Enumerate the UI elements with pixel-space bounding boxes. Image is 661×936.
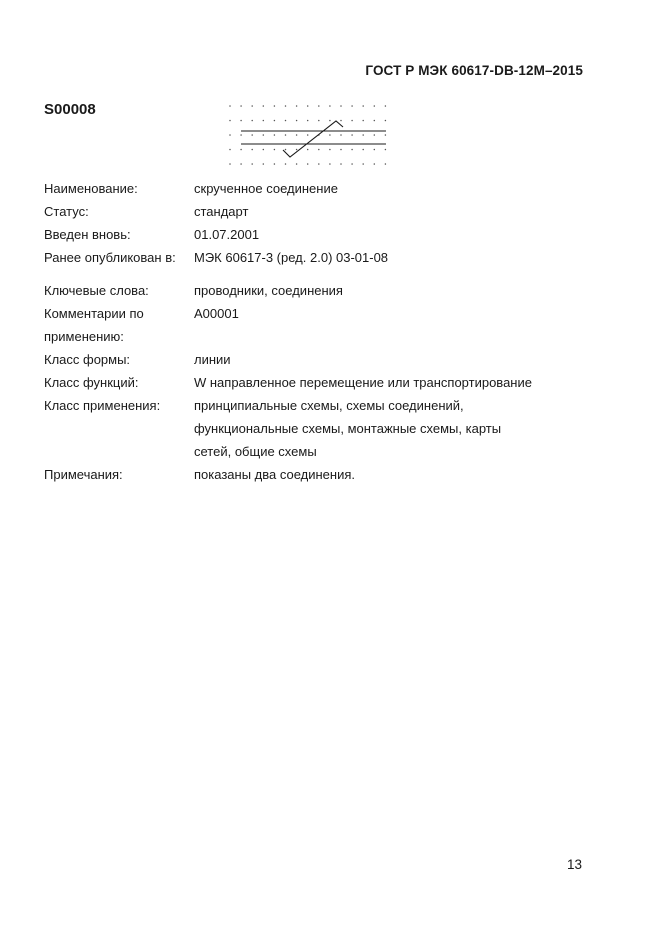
grid-dot <box>296 149 298 151</box>
property-label: Статус: <box>44 204 89 219</box>
grid-dot <box>240 105 242 107</box>
property-value: 01.07.2001 <box>194 227 260 242</box>
grid-dot <box>251 163 253 165</box>
grid-dot <box>362 163 364 165</box>
grid-dot <box>263 105 265 107</box>
property-label: Примечания: <box>44 467 123 482</box>
grid-dot <box>329 105 331 107</box>
grid-dot <box>251 105 253 107</box>
grid-dot <box>251 120 253 122</box>
grid-dot <box>362 134 364 136</box>
page-number: 13 <box>567 857 583 872</box>
property-value: стандарт <box>194 204 249 219</box>
grid-dot <box>351 134 353 136</box>
grid-dot <box>307 134 309 136</box>
property-label: Ранее опубликован в: <box>44 250 176 265</box>
grid-dot <box>307 120 309 122</box>
grid-dot <box>229 149 231 151</box>
property-value: скрученное соединение <box>194 181 338 196</box>
grid-dot <box>362 120 364 122</box>
grid-dot <box>318 163 320 165</box>
grid-dot <box>385 105 387 107</box>
grid-dot <box>285 163 287 165</box>
property-value: МЭК 60617-3 (ред. 2.0) 03-01-08 <box>194 250 389 265</box>
grid-dot <box>374 134 376 136</box>
grid-dot <box>351 163 353 165</box>
property-value: показаны два соединения. <box>194 467 356 482</box>
grid-dot <box>296 120 298 122</box>
grid-dot <box>229 134 231 136</box>
grid-dot <box>385 120 387 122</box>
property-value: проводники, соединения <box>194 283 343 298</box>
property-label: Введен вновь: <box>44 227 131 242</box>
grid-dot <box>351 149 353 151</box>
grid-dot <box>362 149 364 151</box>
grid-dot <box>240 120 242 122</box>
property-label: Комментарии по <box>44 306 144 321</box>
grid-dot <box>329 163 331 165</box>
grid-dot <box>362 105 364 107</box>
grid-dot <box>263 163 265 165</box>
property-value-continuation: сетей, общие схемы <box>194 444 317 459</box>
grid-dot <box>374 163 376 165</box>
grid-dot <box>240 163 242 165</box>
grid-dot <box>296 105 298 107</box>
property-label: Ключевые слова: <box>44 283 149 298</box>
property-value: линии <box>194 352 231 367</box>
property-label-continuation: применению: <box>44 329 124 344</box>
grid-dot <box>285 120 287 122</box>
grid-dot <box>285 105 287 107</box>
grid-dot <box>374 105 376 107</box>
property-label: Наименование: <box>44 181 138 196</box>
property-value-continuation: функциональные схемы, монтажные схемы, карты <box>194 421 502 436</box>
document-header: ГОСТ Р МЭК 60617-DB-12M–2015 <box>365 63 583 78</box>
grid-dot <box>318 105 320 107</box>
property-value: W направленное перемещение или транспортирование <box>194 375 532 390</box>
grid-dot <box>307 149 309 151</box>
grid-dot <box>274 105 276 107</box>
grid-dot <box>307 105 309 107</box>
twisted-connection-symbol-graphic <box>226 102 396 168</box>
grid-dot <box>340 120 342 122</box>
symbol-id: S00008 <box>44 101 96 118</box>
grid-dot <box>374 120 376 122</box>
grid-dots <box>229 105 386 165</box>
grid-dot <box>229 105 231 107</box>
grid-dot <box>307 163 309 165</box>
grid-dot <box>296 163 298 165</box>
property-label: Класс применения: <box>44 398 161 413</box>
grid-dot <box>385 163 387 165</box>
property-value: A00001 <box>194 306 239 321</box>
grid-dot <box>340 105 342 107</box>
property-label: Класс формы: <box>44 352 131 367</box>
grid-dot <box>263 134 265 136</box>
grid-dot <box>285 149 287 151</box>
grid-dot <box>274 120 276 122</box>
grid-dot <box>263 149 265 151</box>
grid-dot <box>240 149 242 151</box>
grid-dot <box>274 149 276 151</box>
grid-dot <box>340 134 342 136</box>
twist-connector <box>283 121 343 157</box>
grid-dot <box>285 134 287 136</box>
grid-dot <box>340 163 342 165</box>
property-value: принципиальные схемы, схемы соединений, <box>194 398 464 413</box>
grid-dot <box>229 163 231 165</box>
grid-dot <box>385 134 387 136</box>
grid-dot <box>329 120 331 122</box>
grid-dot <box>329 134 331 136</box>
property-label: Класс функций: <box>44 375 139 390</box>
grid-dot <box>251 134 253 136</box>
grid-dot <box>274 163 276 165</box>
grid-dot <box>318 149 320 151</box>
grid-dot <box>340 149 342 151</box>
grid-dot <box>318 120 320 122</box>
grid-dot <box>351 120 353 122</box>
grid-dot <box>329 149 331 151</box>
grid-dot <box>385 149 387 151</box>
grid-dot <box>240 134 242 136</box>
grid-dot <box>274 134 276 136</box>
grid-dot <box>229 120 231 122</box>
grid-dot <box>251 149 253 151</box>
grid-dot <box>296 134 298 136</box>
grid-dot <box>351 105 353 107</box>
grid-dot <box>374 149 376 151</box>
grid-dot <box>263 120 265 122</box>
